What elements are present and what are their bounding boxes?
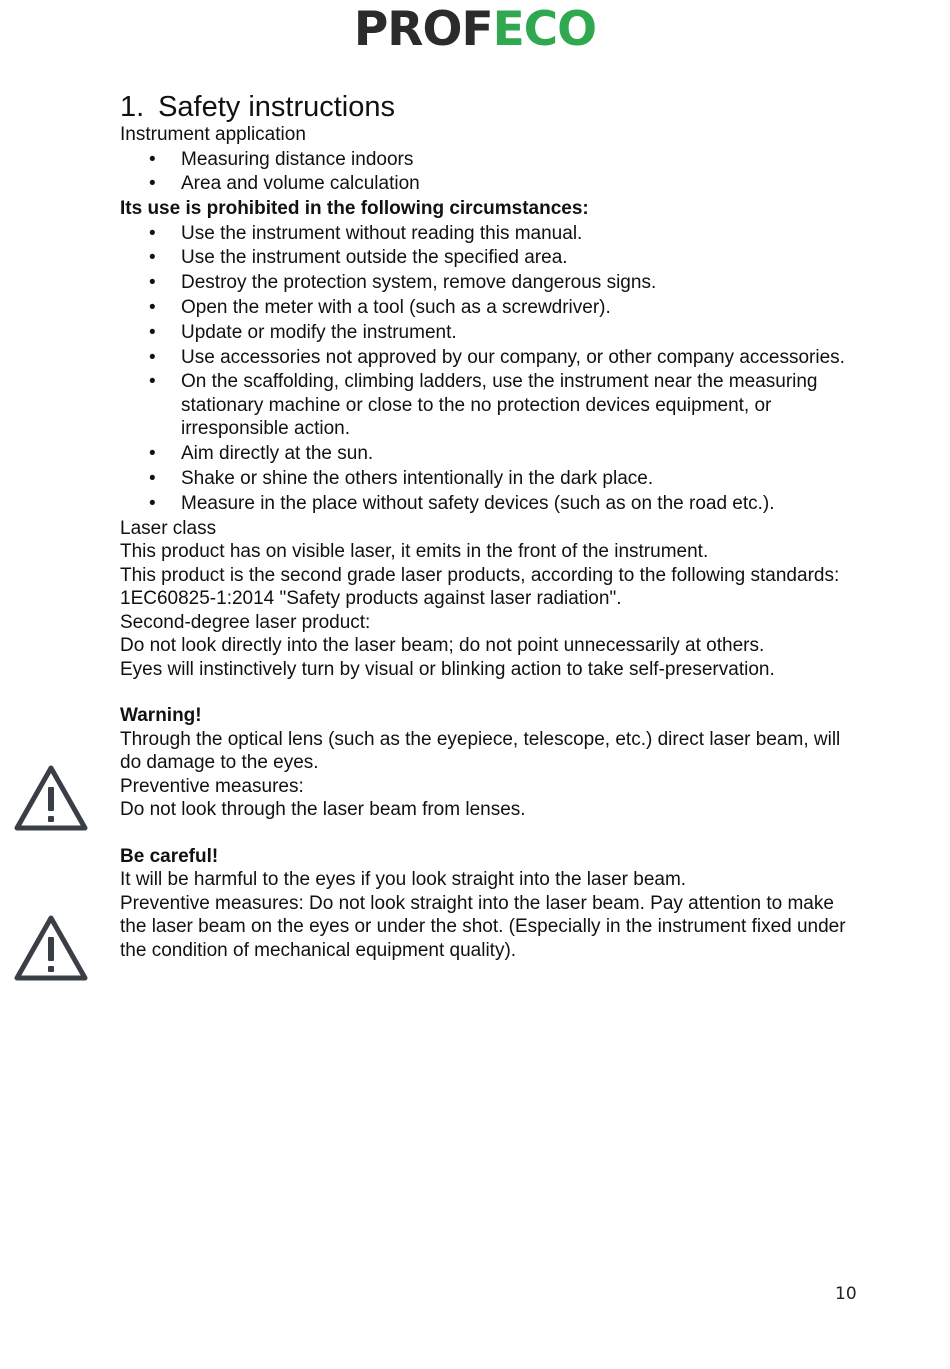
bullet-icon: • [149,321,156,343]
warning-text: Through the optical lens (such as the eyepiece, telescope, etc.) direct laser beam, will do damage to the eyes. [120,728,841,774]
list-item: • Measure in the place without safety devices (such as on the road etc.). [149,492,775,514]
bullet-icon: • [149,492,156,514]
laser-text: Second-degree laser product: [120,611,371,633]
careful-title: Be careful! [120,845,219,867]
list-item: • Use accessories not approved by our company, or other company accessories. [149,346,845,368]
careful-text: It will be harmful to the eyes if you look straight into the laser beam. [120,869,687,891]
page-number: 10 [835,1284,857,1304]
profeco-logo [0,4,950,56]
prohibited-label: Its use is prohibited in the following circumstances: [120,198,589,220]
list-item: • Shake or shine the others intentionally in the dark place. [149,467,654,489]
laser-class-label: Laser class [120,517,217,539]
logo-part-green: ECO [492,2,597,57]
warning-triangle-icon [14,765,88,831]
warning-triangle-icon [14,915,88,981]
prohibited-list [120,222,865,516]
list-item: • Use the instrument outside the specified area. [149,247,568,269]
list-item: • On the scaffolding, climbing ladders, use the instrument near the measuring stationary machine or close to the no protection devices equipment, or irresponsible action. [149,371,818,440]
bullet-icon: • [149,173,156,195]
list-item: • Area and volume calculation [149,173,420,195]
logo-part-dark: PROF [353,2,493,57]
list-item: • Aim directly at the sun. [149,443,374,465]
section-heading [120,88,865,126]
bullet-icon: • [149,467,156,489]
bullet-icon: • [149,247,156,269]
bullet-icon: • [149,272,156,294]
application-list [120,148,865,196]
warning-title: Warning! [120,705,202,727]
spacer [120,681,865,704]
laser-standard: 1EC60825-1:2014 "Safety products against laser radiation". [120,588,622,610]
warning-text: Preventive measures: [120,775,304,797]
bullet-icon: • [149,148,156,170]
laser-text: Do not look directly into the laser beam; do not point unnecessarily at others. [120,635,765,657]
section-title: Safety instructions [158,91,396,123]
list-item: • Destroy the protection system, remove dangerous signs. [149,272,657,294]
bullet-icon: • [149,443,156,465]
bullet-icon: • [149,371,156,393]
bullet-icon: • [149,296,156,318]
warning-text: Do not look through the laser beam from lenses. [120,799,526,821]
list-item: • Update or modify the instrument. [149,321,457,343]
laser-text: This product is the second grade laser products, according to the following standards: [120,564,840,586]
section-number: 1. [120,91,145,123]
laser-text: This product has on visible laser, it emits in the front of the instrument. [120,541,709,563]
document-body [120,88,865,962]
application-label: Instrument application [120,124,306,145]
list-item: • Use the instrument without reading this manual. [149,222,583,244]
bullet-icon: • [149,346,156,368]
list-item: • Measuring distance indoors [149,148,414,170]
list-item: • Open the meter with a tool (such as a screwdriver). [149,296,611,318]
bullet-icon: • [149,222,156,244]
laser-text: Eyes will instinctively turn by visual or blinking action to take self-preservation. [120,658,775,680]
spacer [120,822,865,845]
careful-text: Preventive measures: Do not look straight into the laser beam. Pay attention to make the laser beam on the eyes or under the shot. (Especially in the instrument fixed under the condition of mechanical equipment quality). [120,892,846,961]
